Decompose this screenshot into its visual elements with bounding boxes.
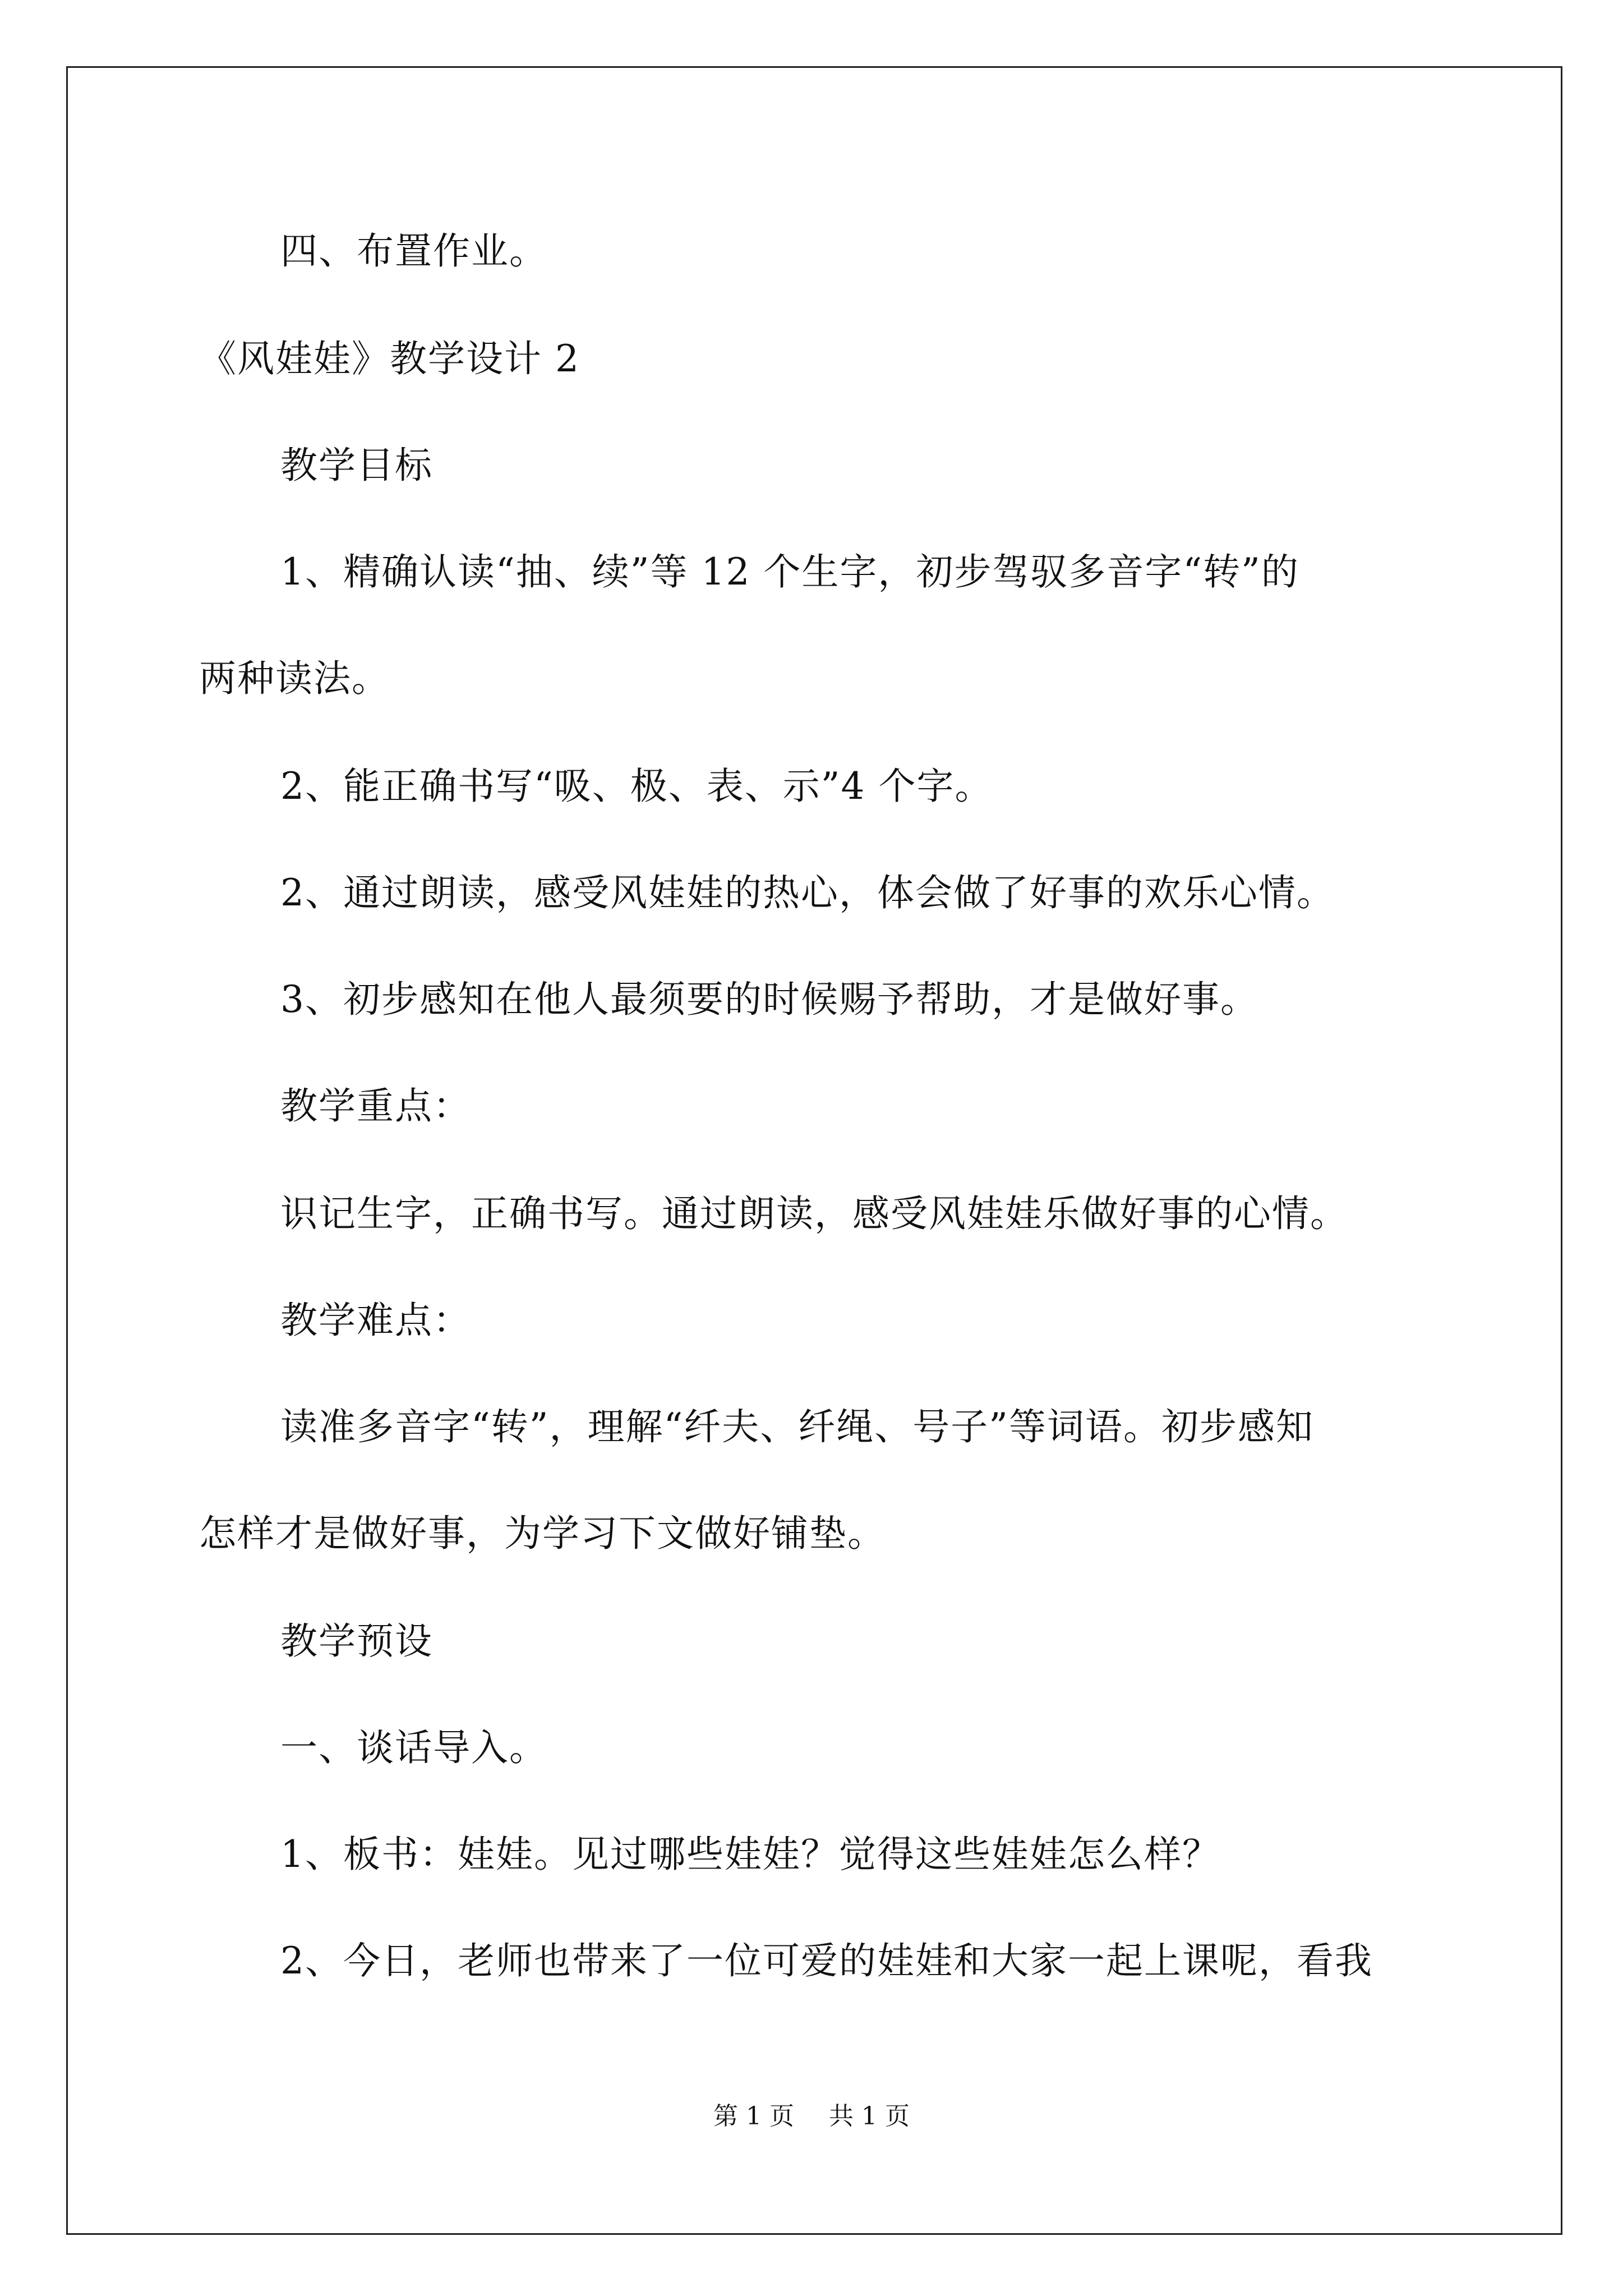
text-line: 1、精确认读“抽、续”等 12 个生字，初步驾驭多音字“转”的	[280, 550, 1299, 593]
page-frame	[66, 66, 1562, 2235]
section-title: 《风娃娃》教学设计 2	[199, 337, 580, 380]
text-line: 2、通过朗读，感受风娃娃的热心，体会做了好事的欢乐心情。	[280, 871, 1335, 914]
text-line: 1、板书：娃娃。见过哪些娃娃？觉得这些娃娃怎么样？	[280, 1833, 1220, 1876]
text-line: 读准多音字“转”，理解“纤夫、纤绳、号子”等词语。初步感知	[280, 1405, 1314, 1448]
page-footer	[0, 2101, 1623, 2132]
text-line: 一、谈话导入。	[280, 1726, 547, 1769]
text-line: 四、布置作业。	[280, 229, 547, 273]
heading-difficulties: 教学难点：	[280, 1299, 471, 1342]
page-total: 共 1 页	[829, 2102, 910, 2131]
text-line: 怎样才是做好事，为学习下文做好铺垫。	[199, 1512, 886, 1555]
text-line: 识记生字，正确书写。通过朗读，感受风娃娃乐做好事的心情。	[280, 1192, 1348, 1235]
heading-preset: 教学预设	[280, 1619, 433, 1663]
text-line: 3、初步感知在他人最须要的时候赐予帮助，才是做好事。	[280, 978, 1258, 1021]
text-line: 两种读法。	[199, 657, 390, 700]
text-line: 2、能正确书写“吸、极、表、示”4 个字。	[280, 765, 993, 808]
text-line: 2、今日，老师也带来了一位可爱的娃娃和大家一起上课呢，看我	[280, 1939, 1373, 1982]
page-number: 第 1 页	[713, 2102, 794, 2131]
heading-key-points: 教学重点：	[280, 1084, 471, 1128]
heading-goals: 教学目标	[280, 444, 433, 487]
